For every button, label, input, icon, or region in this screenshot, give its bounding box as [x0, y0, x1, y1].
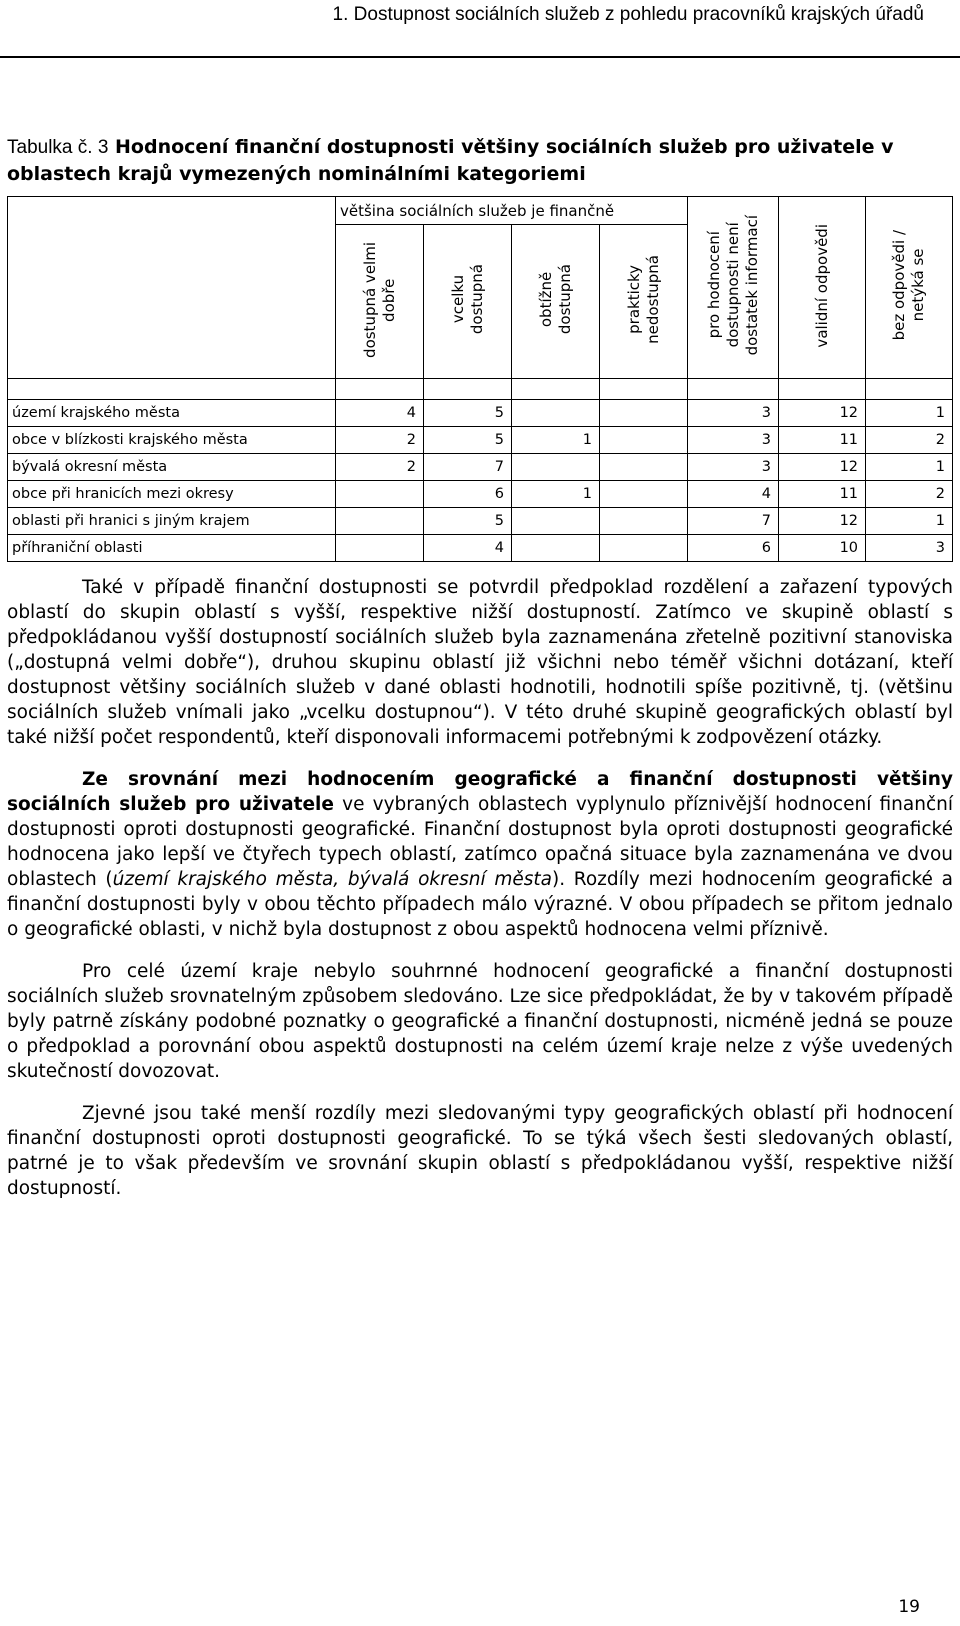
table-cell: 7	[688, 508, 779, 535]
table-cell	[600, 481, 688, 508]
table-row	[8, 427, 953, 454]
page-number: 19	[898, 1597, 920, 1617]
column-header	[866, 197, 953, 379]
table-cell	[600, 454, 688, 481]
table-cell: 10	[779, 535, 866, 562]
table-cell	[512, 454, 600, 481]
table-cell: 12	[779, 400, 866, 427]
table-cell: 12	[779, 508, 866, 535]
body-text	[7, 575, 953, 1218]
table-cell: 1	[866, 508, 953, 535]
column-header-label: bez odpovědi / netýká se	[890, 230, 928, 341]
table-cell: 1	[866, 454, 953, 481]
table-body	[8, 400, 953, 562]
table-cell: 7	[424, 454, 512, 481]
table-cell: 6	[688, 535, 779, 562]
paragraph	[7, 767, 953, 942]
table-cell: 5	[424, 400, 512, 427]
table-cell	[600, 535, 688, 562]
row-label: příhraniční oblasti	[8, 535, 336, 562]
paragraph: Pro celé území kraje nebylo souhrnné hodnocení geografické a finanční dostupnosti sociálních služeb srovnatelným způsobem sledováno. Lze sice předpokládat, že by v takovém případě byly patrně získány podobné poznatky o geografické a finanční dostupnosti, nicméně jedná se pouze o předpoklad a porovnání obou aspektů dostupnosti na celém území kraje nelze z výše uvedených skutečností dovozovat.	[7, 961, 953, 1082]
table-cell: 12	[779, 454, 866, 481]
table-cell	[336, 535, 424, 562]
table-cell	[600, 427, 688, 454]
paragraph: Také v případě finanční dostupnosti se potvrdil předpoklad rozdělení a zařazení typových oblastí do skupin oblastí s vyšší, respektive nižší dostupností. Zatímco ve skupině oblastí s předpokládanou vyšší dostupností sociálních služeb byla zaznamenána zřetelně pozitivní stanoviska („dostupná velmi dobře“), druhou skupinu oblastí již všichni nebo téměř všichni dotázaní, kteří dostupnost většiny sociálních služeb v dané oblasti hodnotili, hodnotili spíše pozitivně, tj. (většinu sociálních služeb vnímali jako „vcelku dostupnou“). V této druhé skupině geografických oblastí byl také nižší počet respondentů, kteří disponovali informacemi potřebnými k zodpovězení otázky.	[7, 577, 953, 748]
table-cell	[512, 400, 600, 427]
table-caption	[7, 134, 953, 187]
caption-prefix: Tabulka č. 3	[7, 137, 109, 158]
table-cell: 3	[688, 427, 779, 454]
table-row	[8, 481, 953, 508]
row-label: oblasti při hranici s jiným krajem	[8, 508, 336, 535]
row-label: území krajského města	[8, 400, 336, 427]
table-cell: 1	[866, 400, 953, 427]
paragraph: Zjevné jsou také menší rozdíly mezi sledovanými typy geografických oblastí při hodnocení finanční dostupnosti oproti dostupnosti geografické. To se týká všech šesti sledovaných oblastí, patrné je to však především ve srovnání skupin oblastí s předpokládanou vyšší, respektive nižší dostupností.	[7, 1103, 953, 1199]
table-cell: 2	[336, 454, 424, 481]
table-row	[8, 535, 953, 562]
table-corner-cell	[8, 197, 336, 379]
text-run: ve vybraných oblastech vyplynulo příznivější hodnocení finanční dostupnosti oproti dostupnosti geografické. Finanční dostupnost byla oproti dostupnosti geografické hodnocena jako lepší ve čtyřech typech oblastí, zatímco opačná situace byla zaznamenána ve dvou oblastech (	[7, 794, 953, 890]
table-cell: 3	[688, 454, 779, 481]
column-header	[688, 197, 779, 379]
table-cell	[336, 481, 424, 508]
table-cell: 2	[336, 427, 424, 454]
table-cell: 11	[779, 427, 866, 454]
table-cell: 4	[424, 535, 512, 562]
bold-lead: Ze srovnání mezi hodnocením geografické a finanční dostupnosti většiny sociálních služeb pro uživatele	[7, 769, 953, 815]
table-row	[8, 400, 953, 427]
column-header	[336, 225, 424, 379]
header-rule	[0, 56, 960, 58]
table-cell: 3	[688, 400, 779, 427]
table-cell: 1	[512, 427, 600, 454]
column-header-label: pro hodnocení dostupnosti není dostatek informací	[704, 215, 761, 356]
row-label: obce při hranicích mezi okresy	[8, 481, 336, 508]
table-cell: 1	[512, 481, 600, 508]
table-row	[8, 454, 953, 481]
table-cell: 11	[779, 481, 866, 508]
column-header-label: prakticky nedostupná	[624, 255, 662, 344]
text-run: ). Rozdíly mezi hodnocením geografické a finanční dostupnosti byly v obou těchto případech málo výrazné. V obou případech se přitom jednalo o geografické oblasti, v nichž byla dostupnost z obou aspektů hodnocena velmi příznivě.	[7, 869, 953, 940]
column-header-label: validní odpovědi	[812, 223, 831, 348]
table-cell	[600, 508, 688, 535]
table-cell	[512, 535, 600, 562]
table-cell: 5	[424, 427, 512, 454]
column-header	[424, 225, 512, 379]
table-cell: 4	[688, 481, 779, 508]
group-header: většina sociálních služeb je finančně	[336, 197, 688, 225]
row-label: bývalá okresní města	[8, 454, 336, 481]
availability-table	[7, 196, 953, 562]
table-row	[8, 508, 953, 535]
table-cell: 6	[424, 481, 512, 508]
column-header	[600, 225, 688, 379]
row-label: obce v blízkosti krajského města	[8, 427, 336, 454]
caption-title: Hodnocení finanční dostupnosti většiny sociálních služeb pro uživatele v oblastech krajů vymezených nominálními kategoriemi	[7, 136, 894, 185]
table-cell: 4	[336, 400, 424, 427]
italic-run: území krajského města, bývalá okresní města	[112, 869, 552, 890]
running-header: 1. Dostupnost sociálních služeb z pohledu pracovníků krajských úřadů	[332, 4, 924, 25]
column-header-label: obtížně dostupná	[536, 264, 574, 335]
table-cell: 3	[866, 535, 953, 562]
table-cell	[336, 508, 424, 535]
table-cell: 2	[866, 427, 953, 454]
column-header	[779, 197, 866, 379]
column-header-label: vcelku dostupná	[448, 264, 486, 335]
column-header-label: dostupná velmi dobře	[360, 241, 398, 358]
table-cell: 5	[424, 508, 512, 535]
column-header	[512, 225, 600, 379]
table-cell: 2	[866, 481, 953, 508]
table-cell	[512, 508, 600, 535]
table-cell	[600, 400, 688, 427]
header-spacer-row	[8, 379, 953, 400]
